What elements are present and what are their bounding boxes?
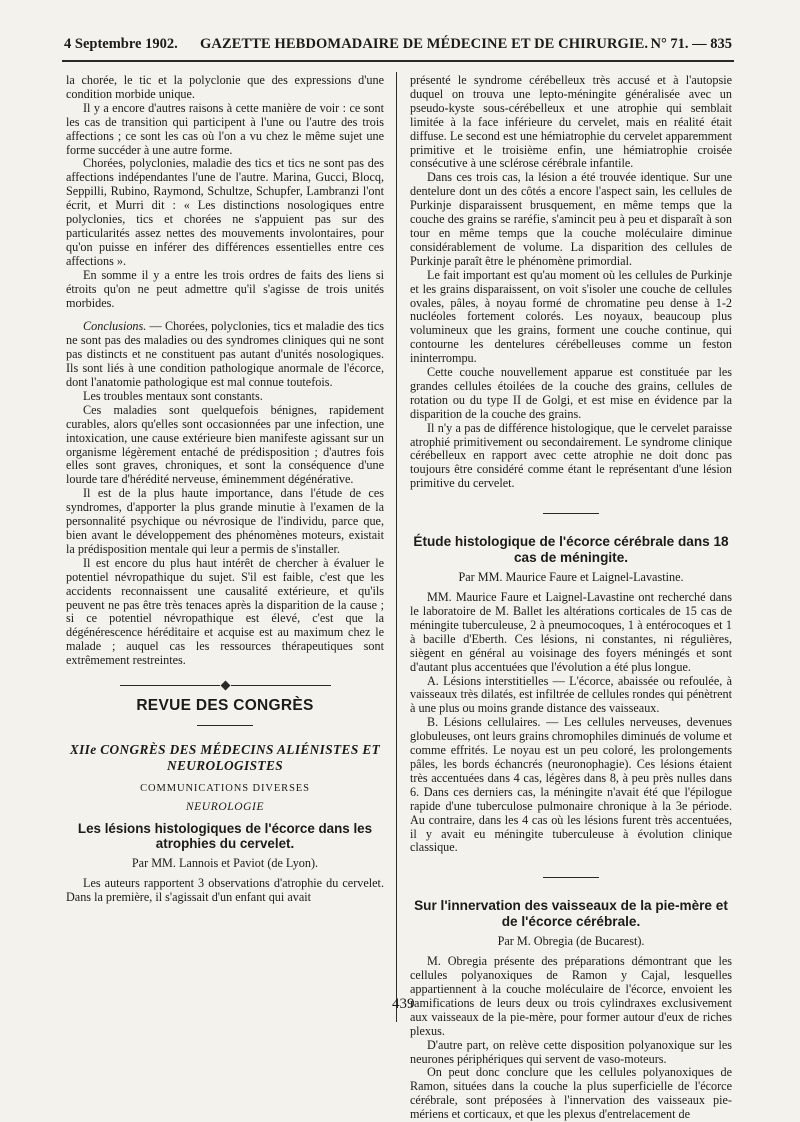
paragraph: A. Lésions interstitielles — L'écorce, abaissée ou refoulée, à vaisseaux très dilatés, est infiltrée de cellules rondes qui pénètrent à une plus ou moins grande distance des vaisseaux.	[410, 673, 732, 716]
section-title: REVUE DES CONGRÈS	[136, 697, 314, 715]
left-column	[66, 74, 384, 905]
paragraph: Chorées, polyclonies, maladie des tics et tics ne sont pas des affections indépendantes l'une de l'autre. Marina, Gucci, Blocq, Seppilli, Rubino, Raymond, Schultze, Schupfer, Lambranzi l'ont écrit, et Murri dit : « Les distinctions nosologiques entre polyclonies, tics et chorées ne s'appuient pas sur des particularités assez nettes des mouvements involontaires, pour qu'on puisse en inférer des différences essentielles entre ces affections ».	[66, 156, 384, 268]
page-number: 439	[392, 996, 415, 1012]
paragraph: Le fait important est qu'au moment où les cellules de Purkinje et les grains disparaissent, on voit s'isoler une couche de cellules ovales, pâles, à noyau formé de chromatine peu dense à 1-2 nucléoles fortement colorés. Les noyaux, beaucoup plus volumineux que les grains, forment une couche continue, qui contourne les dentelures cérébelleuses comme un feston ininterrompu.	[410, 267, 732, 366]
communications-heading: COMMUNICATIONS DIVERSES	[140, 782, 310, 794]
paragraph: Il y a encore d'autres raisons à cette manière de voir : ce sont les cas de transition qui participent à l'une ou l'autre des trois affections ; ce sont les cas où l'on a vu chez le même sujet une forme succéder à une autre forme.	[66, 100, 384, 157]
header-rule	[62, 60, 734, 62]
section-ornament	[66, 682, 384, 689]
neurologie-heading: NEUROLOGIE	[185, 800, 265, 813]
right-column	[410, 74, 732, 1122]
article-byline: Par MM. Lannois et Paviot (de Lyon).	[131, 855, 319, 870]
paragraph: MM. Maurice Faure et Laignel-Lavastine ont recherché dans le laboratoire de M. Ballet les altérations corticales de 15 cas de méningite tuberculeuse, 2 à pneumocoques, 1 à entérocoques et 1 à bacille d'Eberth. Ces lésions, ni constantes, ni régulières, siègent en général au voisinage des foyers méningés et sont d'autant plus accentuées que l'évolution a été plus longue.	[410, 590, 732, 674]
paragraph: Cette couche nouvellement apparue est constituée par les grandes cellules étoilées de la couche des grains, cellules de rotation ou du type II de Golgi, et est mise en évidence par la disparition de la couche des grains.	[410, 365, 732, 421]
journal-title: GAZETTE HEBDOMADAIRE DE MÉDECINE ET DE CHIRURGIE.	[200, 36, 649, 52]
paragraph: Les auteurs rapportent 3 observations d'atrophie du cervelet. Dans la première, il s'agissait d'un enfant qui avait	[66, 875, 384, 904]
paragraph: Les troubles mentaux sont constants.	[83, 388, 263, 403]
short-rule	[543, 877, 599, 878]
issue-page-number: N° 71. — 835	[650, 36, 732, 52]
column-divider	[396, 72, 397, 1022]
article-byline: Par MM. Maurice Faure et Laignel-Lavastine.	[458, 570, 684, 585]
paragraph: Ces maladies sont quelquefois bénignes, rapidement curables, alors qu'elles sont occasionnées par une infection, une intoxication, une cause extérieure bien manifeste agissant sur un organisme légèrement entaché de prédisposition ; d'autres fois elles sont graves, chroniques, et sont la conséquence d'une lourde tare d'hérédité nerveuse, éminemment dégénérative.	[66, 402, 384, 487]
congress-title: XIIe CONGRÈS DES MÉDECINS ALIÉNISTES ET NEUROLOGISTES	[69, 741, 381, 773]
paragraph: On peut donc conclure que les cellules polyanoxiques de Ramon, situées dans la couche la plus superficielle de l'écorce cérébrale, sont préposées à l'innervation des vaisseaux pie-mériens et corticaux, et que les plexus d'entrelacement de	[410, 1065, 732, 1122]
paragraph: la chorée, le tic et la polyclonie que des expressions d'une condition morbide unique.	[66, 73, 384, 101]
header-date: 4 Septembre 1902.	[64, 36, 178, 52]
paragraph: présenté le syndrome cérébelleux très accusé et à l'autopsie duquel on trouva une lepto-méningite généralisée avec un pseudo-kyste sous-cérébelleux et une atrophie qui semblait limitée à la face inférieure du cervelet, mais en réalité était diffuse. Le second est une hémiatrophie du cervelet apparemment primitive et le troisième enfin, une hémiatrophie croisée consécutive à une sclérose cérébrale infantile.	[410, 73, 732, 171]
article-title: Étude histologique de l'écorce cérébrale dans 18 cas de méningite.	[413, 534, 729, 565]
short-rule	[543, 513, 599, 514]
running-header	[64, 36, 732, 60]
conclusions-label: Conclusions.	[83, 319, 147, 334]
conclusions-text: — Chorées, polyclonies, tics et maladie des tics ne sont pas des maladies ou des syndromes cliniques qui ne sont pas distincts et ne constituent pas autant d'unités nosologiques. Ils sont liés à une condition pathologique anormale de l'écorce, dont l'anatomie pathologique est mal connue toutefois.	[66, 319, 384, 390]
paragraph: M. Obregia présente des préparations démontrant que les cellules polyanoxiques de Ramon y Cajal, lesquelles appartiennent à la couche moléculaire de l'écorce, envoient les ramifications de leurs deux ou trois cylindraxes exclusivement aux vaisseaux de la pie-mère, pour former autour d'eux de riches plexus.	[410, 954, 732, 1038]
article-byline: Par M. Obregia (de Bucarest).	[497, 934, 645, 949]
paragraph: B. Lésions cellulaires. — Les cellules nerveuses, devenues globuleuses, ont leurs grains chromophiles diminués de volume et comme effrités. Le noyau est un peu coloré, les prolongements pâles, les bords échancrés (neuronophagie). Ces lésions étaient très accentuées dans 4 cas, légères dans 8, à peu près nulles dans 6. Dans ces derniers cas, la méningite n'avait été que l'épilogue rapide d'une tuberculose pulmonaire chronique à la 3e période. Au contraire, dans les 4 cas où les lésions furent très accentuées, il y avait eu méningite tuberculeuse à évolution clinique classique.	[410, 715, 732, 855]
paragraph: D'autre part, on relève cette disposition polyanoxique sur les neurones périphériques qui servent de vaso-moteurs.	[410, 1037, 732, 1066]
article-title: Les lésions histologiques de l'écorce dans les atrophies du cervelet.	[77, 820, 373, 851]
paragraph: En somme il y a entre les trois ordres de faits des liens si étroits qu'on ne peut admettre qu'il s'agisse de trois unités morbides.	[66, 267, 384, 310]
paragraph: Il est de la plus haute importance, dans l'étude de ces syndromes, d'apporter la plus grande minutie à l'examen de la personnalité psychique ou névrosique de l'individu, parce que, bien avant le développement des phénomènes moteurs, existait la prédisposition mentale qui leur a permis de s'installer.	[66, 486, 384, 556]
article-title: Sur l'innervation des vaisseaux de la pie-mère et de l'écorce cérébrale.	[414, 898, 728, 929]
short-rule	[197, 725, 253, 726]
paragraph: Il est encore du plus haut intérêt de chercher à évaluer le potentiel névropathique du sujet. S'il est faible, c'est que les accidents reconnaissent une causalité extérieure, et qu'ils peuvent ne pas être très tenaces après la disparition de la cause ; si ce potentiel névropathique est élevé, c'est que la dégénérescence héréditaire et acquise est au maximum chez le malade ; auquel cas les ressources thérapeutiques sont extrêmement restreintes.	[66, 555, 384, 668]
paragraph: Dans ces trois cas, la lésion a été trouvée identique. Sur une dentelure dont un des côtés a encore l'aspect sain, les cellules de Purkinje disparaissent brusquement, en même temps que la couche des grains se raréfie, s'amincit peu à peu et disparaît à son tour en même temps que la couche moléculaire diminue considérablement de volume. La disparition des cellules de Purkinje paraît être le phénomène primordial.	[410, 170, 732, 268]
paragraph: Il n'y a pas de différence histologique, que le cervelet paraisse atrophié primitivement ou secondairement. Le syndrome clinique cérébelleux en rapport avec cette atrophie ne doit donc pas toujours être considéré comme étant le représentant d'une lésion primitive du cervelet.	[410, 420, 732, 491]
conclusions-paragraph	[66, 320, 384, 390]
